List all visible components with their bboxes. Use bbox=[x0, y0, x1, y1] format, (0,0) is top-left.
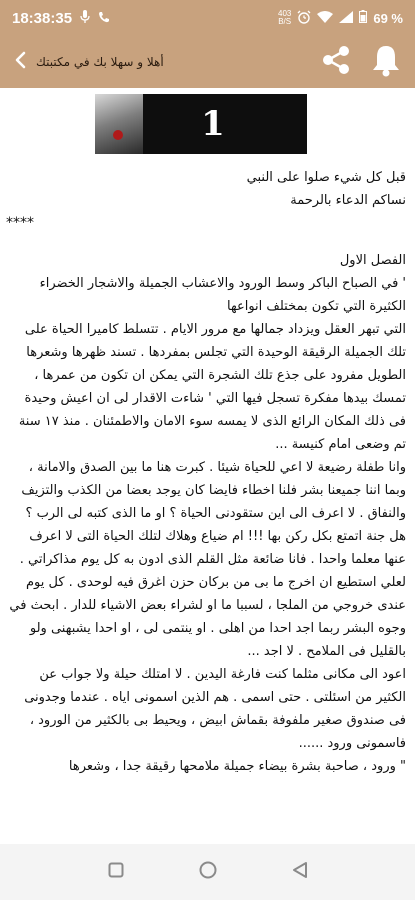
paragraph: ' في الصباح الباكر وسط الورود والاعشاب الجميلة والاشجار الخضراء الكثيرة التي تكون بمختلف انواعها bbox=[39, 276, 406, 314]
paragraph: اعود الى مكانى مثلما كنت فارغة اليدين . لا امتلك حيلة ولا جواب عن الكثير من اسئلتى . حتى اسمى . هم الذين اسمونى اياه . عندما وجدونى فى صندوق صغير ملفوفة بقماش ابيض ، ويحيط بى بالكثير من الورود ، فاسمونى ورود ...... bbox=[24, 667, 406, 751]
app-bar bbox=[0, 36, 415, 88]
alarm-icon bbox=[297, 10, 311, 27]
notifications-button[interactable] bbox=[371, 43, 401, 81]
circle-icon bbox=[199, 864, 217, 883]
chapter-title: الفصل الاول bbox=[339, 253, 406, 268]
chapter-number: 1 bbox=[201, 104, 225, 144]
battery-percentage: 69 % bbox=[373, 10, 403, 26]
home-button[interactable] bbox=[199, 861, 217, 883]
signal-icon bbox=[339, 10, 353, 26]
reader-content[interactable] bbox=[0, 88, 415, 844]
system-nav-bar bbox=[0, 844, 415, 900]
status-bar bbox=[0, 0, 415, 36]
chapter-cover-image bbox=[95, 94, 307, 154]
network-speed: 403 B/S bbox=[278, 9, 292, 26]
mic-icon bbox=[80, 10, 90, 27]
phone-icon bbox=[98, 10, 110, 26]
paragraph: " ورود ، صاحبة بشرة بيضاء جميلة ملامحها رقيقة جدا ، وشعرها bbox=[68, 759, 406, 774]
share-icon bbox=[319, 62, 353, 81]
battery-icon bbox=[359, 10, 367, 26]
wifi-icon bbox=[317, 10, 333, 26]
dedication-line: نساكم الدعاء بالرحمة bbox=[290, 193, 406, 208]
back-nav-button[interactable] bbox=[292, 861, 308, 883]
separator: **** bbox=[6, 215, 34, 231]
dedication-line: قبل كل شيء صلوا على النبي bbox=[246, 170, 406, 185]
recents-button[interactable] bbox=[108, 862, 124, 882]
app-title: أهلا و سهلا بك في مكتبتك bbox=[36, 55, 164, 69]
square-icon bbox=[108, 863, 124, 882]
paragraph: وانا طفلة رضيعة لا اعي للحياة شيئا . كبرت هنا ما بين الصدق والامانة ، وبما اننا جميعنا بشر فلنا اخطاء فايضا كان يوجد بعضا من الكذب والتزيف والنفاق . لا اعرف الى اين ستقودنى الحياة ؟ او ما الذى كتبه لى الرب ؟ هل جنة اتمتع بكل ركن بها !!! ام ضياع وهلاك لتلك الحياة التى لا اعرف عنها معلما واحدا . فانا ضائعة مثل القلم الذى ادون به كل يوم مذاكراتي . لعلي استطيع ان اخرج ما بى من بركان حزن اغرق فيه لوحدى . كل يوم عندى خروجي من الملجا ، لسببا ما او لشراء بعض الاشياء للدار . ابحث في وجوه البشر ربما اجد احدا من اهلى . او ينتمى لى ، او احدا يشبهنى ولو بالقليل فى الملامح . لا اجد ... bbox=[9, 460, 406, 659]
bell-icon bbox=[371, 62, 401, 81]
chapter-text bbox=[6, 166, 406, 778]
share-button[interactable] bbox=[319, 43, 353, 81]
back-button[interactable] bbox=[8, 44, 32, 80]
chevron-left-icon bbox=[14, 51, 26, 73]
clock: 18:38:35 bbox=[12, 9, 73, 27]
paragraph: التي تبهر العقل ويزداد جمالها مع مرور الايام . تتسلط كاميرا الحياة على تلك الجميلة الرقيقة الوحيدة التي تجلس بمفردها . تسند ظهرها وشعرها الطويل مفرود على جذع تلك الشجرة التي يمكن ان تكون من عمرها ، تمسك بيدها مفكرة تسجل فيها التي ' شاءت الاقدار لى ان اعيش وحيدة فى ذلك المكان الرائع الذى لا يمسه سوء الامان والاطمئنان . منذ ١٧ سنة تم وضعى امام كنيسة ... bbox=[18, 322, 406, 452]
triangle-back-icon bbox=[292, 864, 308, 883]
book-cover-thumbnail bbox=[95, 94, 143, 154]
